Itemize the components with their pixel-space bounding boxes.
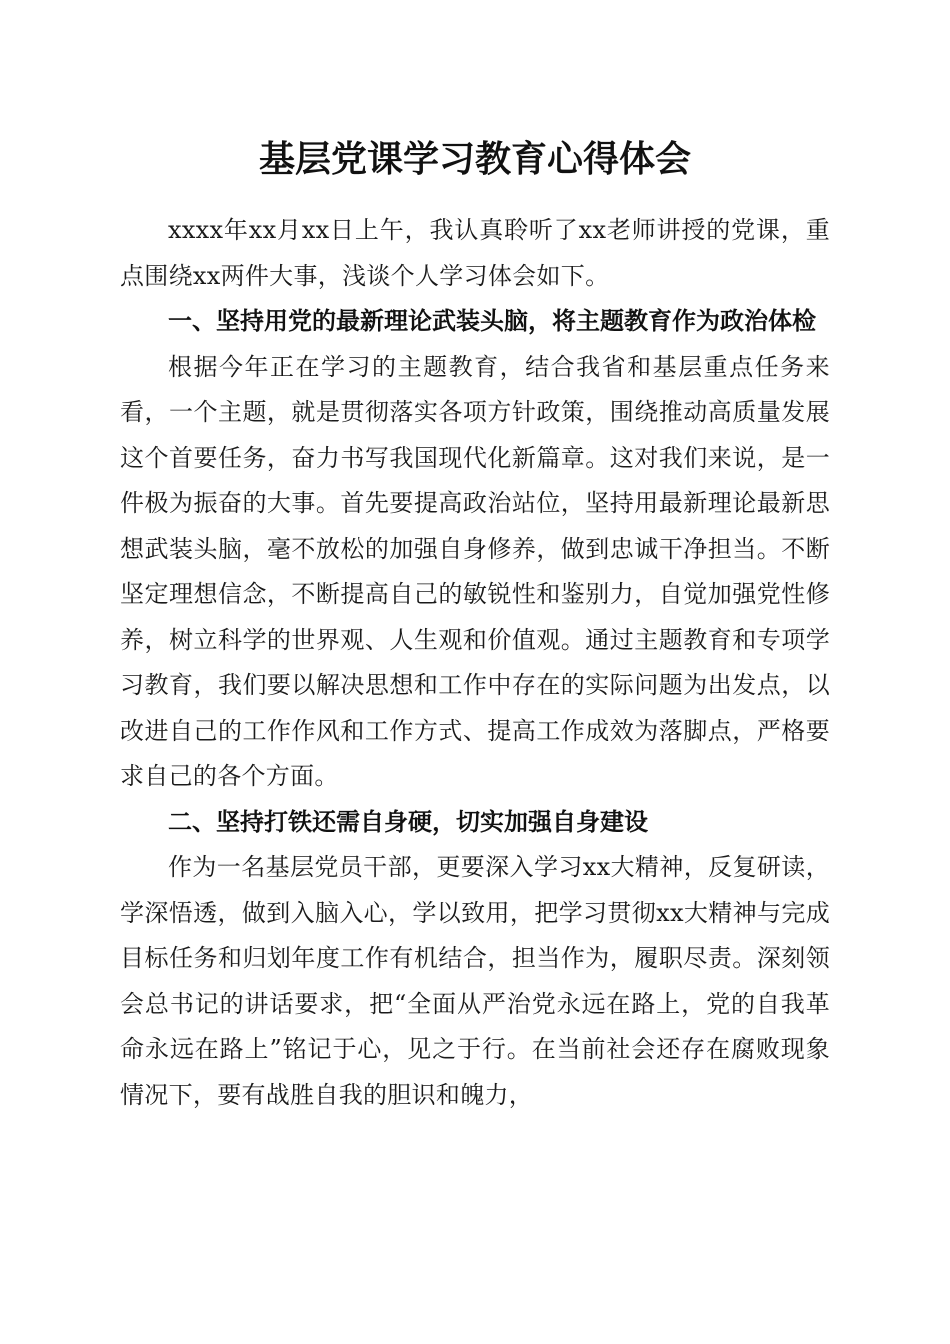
section-1-paragraph: 根据今年正在学习的主题教育，结合我省和基层重点任务来看，一个主题，就是贯彻落实各项方针政策，围绕推动高质量发展这个首要任务，奋力书写我国现代化新篇章。这对我们来说，是一件极为振奋的大事。首先要提高政治站位，坚持用最新理论最新思想武装头脑，毫不放松的加强自身修养，做到忠诚干净担当。不断坚定理想信念，不断提高自己的敏锐性和鉴别力，自觉加强党性修养，树立科学的世界观、人生观和价值观。通过主题教育和专项学习教育，我们要以解决思想和工作中存在的实际问题为出发点，以改进自己的工作作风和工作方式、提高工作成效为落脚点，严格要求自己的各个方面。 <box>120 352 830 790</box>
section-1-heading: 一、坚持用党的最新理论武装头脑，将主题教育作为政治体检 <box>168 307 816 335</box>
document-title: 基层党课学习教育心得体会 <box>258 138 691 180</box>
section-2-heading: 二、坚持打铁还需自身硬，切实加强自身建设 <box>168 807 648 836</box>
intro-paragraph: xxxx年xx月xx日上午，我认真聆听了xx老师讲授的党课，重点围绕xx两件大事，浅谈个人学习体会如下。 <box>120 216 830 290</box>
section-2-paragraph: 作为一名基层党员干部，更要深入学习xx大精神，反复研读，学深悟透，做到入脑入心，学以致用，把学习贯彻xx大精神与完成目标任务和归划年度工作有机结合，担当作为，履职尽责。深刻领会总书记的讲话要求，把“全面从严治党永远在路上，党的自我革命永远在路上”铭记于心，见之于行。在当前社会还存在腐败现象情况下，要有战胜自我的胆识和魄力， <box>120 853 830 1109</box>
document-body <box>120 208 830 1118</box>
